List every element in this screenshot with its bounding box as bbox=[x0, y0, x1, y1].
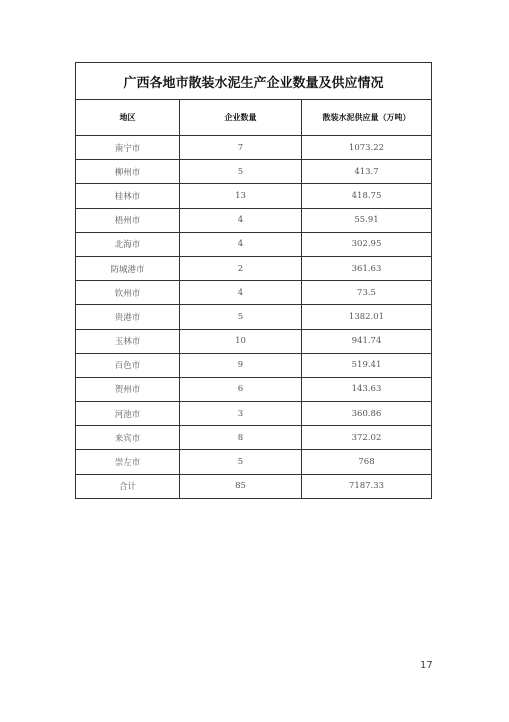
total-supply-cell: 7187.33 bbox=[302, 474, 432, 498]
table-row bbox=[76, 256, 432, 280]
count-cell: 7 bbox=[180, 136, 302, 160]
region-cell: 贺州市 bbox=[76, 377, 180, 401]
supply-cell: 418.75 bbox=[302, 184, 432, 208]
table-row bbox=[76, 136, 432, 160]
table-row bbox=[76, 232, 432, 256]
table-row bbox=[76, 353, 432, 377]
table-row bbox=[76, 426, 432, 450]
region-cell: 贵港市 bbox=[76, 305, 180, 329]
count-cell: 6 bbox=[180, 377, 302, 401]
count-cell: 5 bbox=[180, 305, 302, 329]
region-cell: 梧州市 bbox=[76, 208, 180, 232]
supply-cell: 143.63 bbox=[302, 377, 432, 401]
column-header-enterprise-count: 企业数量 bbox=[180, 100, 302, 136]
supply-cell: 519.41 bbox=[302, 353, 432, 377]
data-table-container bbox=[75, 62, 431, 499]
total-label-cell: 合计 bbox=[76, 474, 180, 498]
table-row bbox=[76, 402, 432, 426]
table-row bbox=[76, 305, 432, 329]
region-cell: 桂林市 bbox=[76, 184, 180, 208]
region-cell: 百色市 bbox=[76, 353, 180, 377]
total-count-cell: 85 bbox=[180, 474, 302, 498]
table-total-row bbox=[76, 474, 432, 498]
supply-cell: 55.91 bbox=[302, 208, 432, 232]
table-title: 广西各地市散装水泥生产企业数量及供应情况 bbox=[76, 63, 432, 100]
table-row bbox=[76, 450, 432, 474]
count-cell: 8 bbox=[180, 426, 302, 450]
supply-cell: 361.63 bbox=[302, 256, 432, 280]
supply-cell: 73.5 bbox=[302, 281, 432, 305]
count-cell: 4 bbox=[180, 281, 302, 305]
region-cell: 钦州市 bbox=[76, 281, 180, 305]
region-cell: 南宁市 bbox=[76, 136, 180, 160]
data-table bbox=[75, 62, 432, 499]
supply-cell: 302.95 bbox=[302, 232, 432, 256]
region-cell: 河池市 bbox=[76, 402, 180, 426]
supply-cell: 1073.22 bbox=[302, 136, 432, 160]
region-cell: 防城港市 bbox=[76, 256, 180, 280]
supply-cell: 941.74 bbox=[302, 329, 432, 353]
count-cell: 5 bbox=[180, 160, 302, 184]
table-row bbox=[76, 329, 432, 353]
count-cell: 3 bbox=[180, 402, 302, 426]
count-cell: 4 bbox=[180, 208, 302, 232]
column-header-supply-volume: 散装水泥供应量（万吨） bbox=[302, 100, 432, 136]
table-row bbox=[76, 281, 432, 305]
region-cell: 北海市 bbox=[76, 232, 180, 256]
region-cell: 柳州市 bbox=[76, 160, 180, 184]
supply-cell: 372.02 bbox=[302, 426, 432, 450]
count-cell: 4 bbox=[180, 232, 302, 256]
count-cell: 5 bbox=[180, 450, 302, 474]
count-cell: 13 bbox=[180, 184, 302, 208]
region-cell: 玉林市 bbox=[76, 329, 180, 353]
region-cell: 崇左市 bbox=[76, 450, 180, 474]
supply-cell: 768 bbox=[302, 450, 432, 474]
supply-cell: 1382.01 bbox=[302, 305, 432, 329]
table-header-row bbox=[76, 100, 432, 136]
count-cell: 10 bbox=[180, 329, 302, 353]
region-cell: 来宾市 bbox=[76, 426, 180, 450]
table-row bbox=[76, 160, 432, 184]
column-header-region: 地区 bbox=[76, 100, 180, 136]
table-title-row bbox=[76, 63, 432, 100]
table-row bbox=[76, 377, 432, 401]
table-row bbox=[76, 208, 432, 232]
supply-cell: 360.86 bbox=[302, 402, 432, 426]
supply-cell: 413.7 bbox=[302, 160, 432, 184]
page-number: 17 bbox=[420, 660, 433, 671]
table-row bbox=[76, 184, 432, 208]
count-cell: 2 bbox=[180, 256, 302, 280]
count-cell: 9 bbox=[180, 353, 302, 377]
